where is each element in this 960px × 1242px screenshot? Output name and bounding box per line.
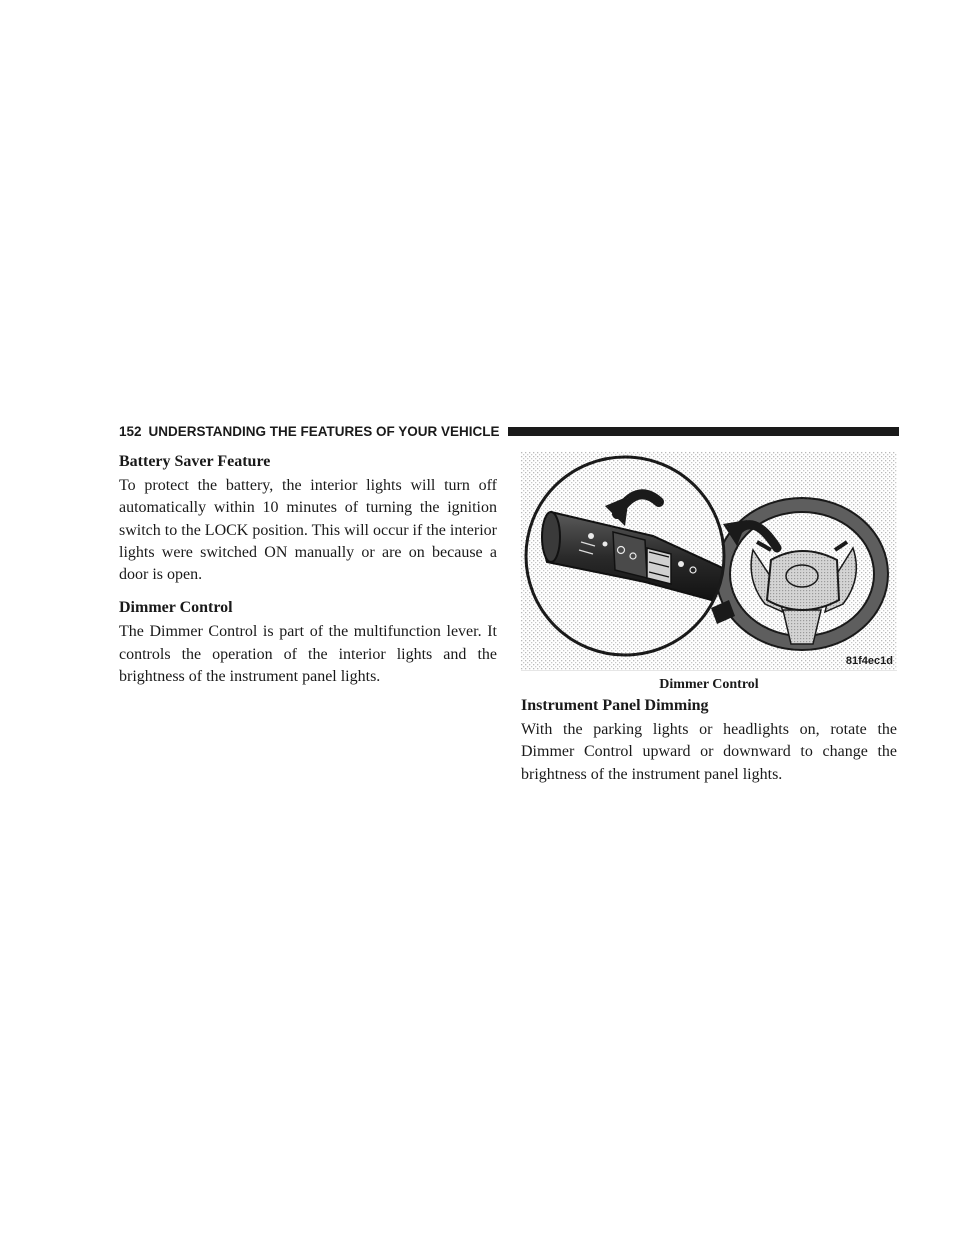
figure-id-label: 81f4ec1d [845,655,893,667]
figure-caption: Dimmer Control [659,677,759,692]
dimmer-control-figure [521,452,897,671]
page-number: 152 [119,423,142,439]
instrument-panel-dimming-text: With the parking lights or headlights on, rotate the Dimmer Control upward or downward to change the brightness of the instrument panel lights. [521,721,897,783]
battery-saver-heading: Battery Saver Feature [119,453,271,470]
battery-saver-text: To protect the battery, the interior lights will turn off automatically within 10 minutes of turning the ignition switch to the LOCK position. This will occur if the interior lights were switched ON manually or are on because a door is open. [119,477,497,584]
chapter-title: UNDERSTANDING THE FEATURES OF YOUR VEHICLE [148,423,500,439]
dimmer-control-text: The Dimmer Control is part of the multifunction lever. It controls the operation of the interior lights and the brightness of the instrument panel lights. [119,623,497,686]
dimmer-control-heading: Dimmer Control [119,599,233,617]
instrument-panel-dimming-heading: Instrument Panel Dimming [521,697,709,714]
right-column [521,696,897,798]
left-column [119,452,497,700]
header-rule [508,427,899,436]
dimmer-control-illustration [521,452,897,670]
page-header [119,421,899,441]
